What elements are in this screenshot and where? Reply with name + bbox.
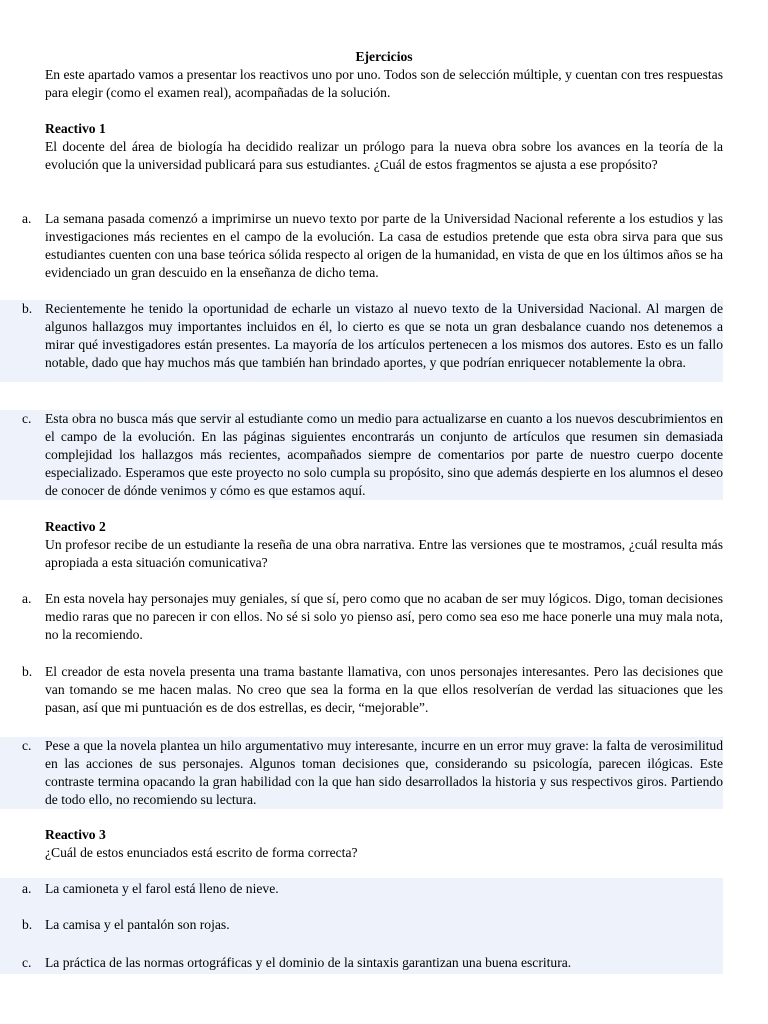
option-letter: c. [22, 955, 32, 970]
option-text: Recientemente he tenido la oportunidad de echarle un vistazo al nuevo texto de la Universidad Nacional. Al margen de algunos hallazgos muy importantes incluidos en él, lo cierto es que se nota un gran desbalance cuando nos detenemos a mirar qué investigadores están presentes. La mayoría de los artículos pertenecen a los mismos dos autores. Esto es un fallo notable, dado que hay muchos más que también han brindado aportes, y que podrían enriquecer notablemente la obra. [45, 301, 723, 370]
reactivo-2-option-b [0, 663, 723, 717]
option-text: El creador de esta novela presenta una trama bastante llamativa, con unos personajes interesantes. Pero las decisiones que van tomando se me hacen malas. No creo que sea la forma en la que ellos resolverían de verdad las situaciones que les pasan, así que mi puntuación es de dos estrellas, es decir, “mejorable”. [45, 664, 723, 715]
option-text: La práctica de las normas ortográficas y el dominio de la sintaxis garantizan una buena escritura. [45, 955, 572, 970]
reactivo-1-option-b [0, 300, 723, 382]
option-letter: a. [22, 881, 32, 896]
reactivo-2-question: Un profesor recibe de un estudiante la reseña de una obra narrativa. Entre las versiones que te mostramos, ¿cuál resulta más apropiada a esta situación comunicativa? [45, 537, 723, 570]
option-text: La semana pasada comenzó a imprimirse un nuevo texto por parte de la Universidad Nacional referente a los estudios y las investigaciones más recientes en el campo de la evolución. La casa de estudios pretende que esta obra sirva para que sus estudiantes cuenten con una base teórica sólida respecto al origen de la humanidad, en vista de que en los últimos años se ha evidenciado un gran descuido en la enseñanza de dicho tema. [45, 211, 723, 280]
option-letter: b. [22, 301, 33, 316]
option-text: Pese a que la novela plantea un hilo argumentativo muy interesante, incurre en un error muy grave: la falta de verosimilitud en las acciones de sus personajes. Algunos toman decisiones que, considerando su psicología, parecen ilógicas. Este contraste termina opacando la gran habilidad con la que han sido desarrollados la historia y sus respectivos giros. Partiendo de todo ello, no recomiendo su lectura. [45, 738, 723, 807]
option-letter: b. [22, 917, 33, 932]
reactivo-2-heading: Reactivo 2 [45, 519, 106, 534]
option-letter: c. [22, 738, 32, 753]
reactivo-3-option-c [0, 952, 723, 974]
reactivo-1-heading: Reactivo 1 [45, 121, 106, 136]
option-letter: b. [22, 664, 33, 679]
option-text: Esta obra no busca más que servir al estudiante como un medio para actualizarse en cuanto a los nuevos descubrimientos en el campo de la evolución. En las páginas siguientes encontrarás un conjunto de artículos que resumen sin demasiada complejidad los hallazgos más recientes, acompañados siempre de comentarios por parte de nuestro cuerpo docente especializado. Esperamos que este proyecto no solo cumpla su propósito, sino que además despierte en los alumnos el deseo de conocer de dónde venimos y cómo es que estamos aquí. [45, 411, 723, 498]
reactivo-1-question: El docente del área de biología ha decidido realizar un prólogo para la nueva obra sobre los avances en la teoría de la evolución que la universidad publicará para sus estudiantes. ¿Cuál de estos fragmentos se ajusta a ese propósito? [45, 139, 723, 172]
intro-paragraph: En este apartado vamos a presentar los reactivos uno por uno. Todos son de selección múltiple, y cuentan con tres respuestas para elegir (como el examen real), acompañadas de la solución. [45, 67, 723, 100]
page-title: Ejercicios [355, 49, 413, 64]
reactivo-2-option-c [0, 737, 723, 809]
option-letter: c. [22, 411, 32, 426]
option-letter: a. [22, 211, 32, 226]
reactivo-1-option-a [0, 210, 723, 282]
reactivo-3-option-a [0, 878, 723, 900]
reactivo-3-heading: Reactivo 3 [45, 827, 106, 842]
option-text: En esta novela hay personajes muy geniales, sí que sí, pero como que no acaban de ser muy lógicos. Digo, toman decisiones medio raras que no parecen ir con ellos. No sé si solo yo pienso así, pero como sea eso me hace ponerle una muy mala nota, no la recomiendo. [45, 591, 723, 642]
reactivo-3-question: ¿Cuál de estos enunciados está escrito de forma correcta? [45, 845, 358, 860]
option-text: La camioneta y el farol está lleno de nieve. [45, 881, 279, 896]
reactivo-2-option-a [0, 590, 723, 644]
option-text: La camisa y el pantalón son rojas. [45, 917, 230, 932]
reactivo-1-option-c [0, 410, 723, 500]
option-letter: a. [22, 591, 32, 606]
